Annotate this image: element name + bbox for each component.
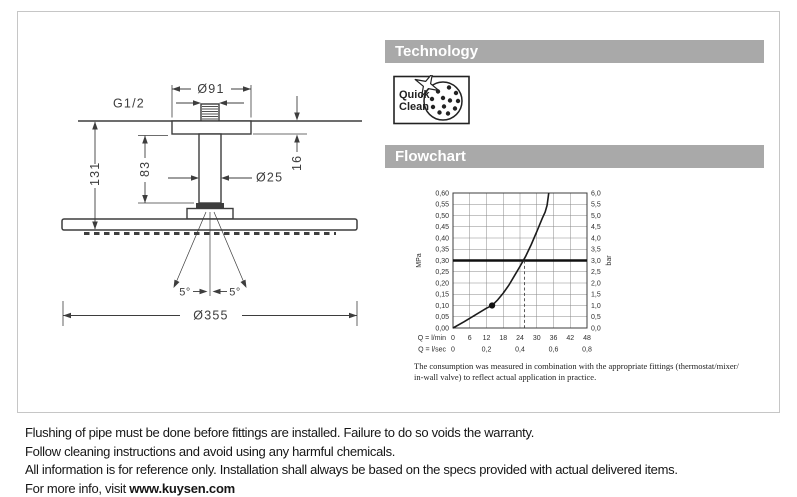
- ytick-bar: 0,5: [591, 314, 601, 322]
- ytick-bar: 5,0: [591, 212, 601, 220]
- footer-line-cleaning: Follow cleaning instructions and avoid using any harmful chemicals.: [25, 443, 396, 459]
- ytick-mpa: 0,30: [435, 257, 449, 265]
- flow-chart-caption: [414, 361, 780, 383]
- ytick-bar: 4,5: [591, 224, 601, 232]
- website-text: www.kuysen.com: [129, 481, 236, 497]
- ytick-mpa: 0,20: [435, 280, 449, 288]
- yaxis-label-bar: bar: [606, 255, 613, 266]
- ytick-bar: 1,5: [591, 291, 601, 299]
- xtick-lsec: 0,4: [515, 346, 525, 354]
- dim-arm-length-label: 83: [138, 160, 152, 177]
- ytick-bar: 6,0: [591, 190, 601, 198]
- xtick-lmin: 48: [583, 335, 591, 342]
- footer-line-warranty: Flushing of pipe must be done before fittings are installed. Failure to do so voids the warranty.: [25, 425, 535, 440]
- ytick-mpa: 0,10: [435, 302, 449, 310]
- ytick-bar: 4,0: [591, 235, 601, 243]
- ytick-bar: 0,0: [591, 325, 601, 333]
- ytick-mpa: 0,35: [435, 246, 449, 254]
- footer-line-reference: All information is for reference only. Installation shall always be based on the specs provided with actual delivered items.: [25, 462, 678, 478]
- ytick-bar: 5,5: [591, 201, 601, 209]
- dim-top-diameter-label: Ø91: [197, 82, 225, 96]
- quickclean-text-line2: Clean: [399, 101, 429, 113]
- dim-plate-diameter-label: Ø355: [193, 308, 229, 323]
- xtick-lsec: 0,8: [582, 346, 592, 354]
- xaxis-label-lsec: Q = l/sec: [418, 346, 446, 354]
- xtick-lmin: 12: [482, 335, 491, 342]
- showerhead-technical-drawing: [35, 78, 385, 340]
- xtick-lmin: 36: [549, 335, 558, 342]
- dim-total-height-label: 131: [88, 161, 102, 186]
- pipe-arm: [199, 134, 221, 203]
- footer-notes: [25, 424, 678, 497]
- ytick-bar: 1,0: [591, 302, 601, 310]
- dim-spray-angle-left-label: 5°: [179, 286, 191, 299]
- ytick-mpa: 0,55: [435, 201, 449, 209]
- xtick-lmin: 30: [532, 335, 541, 342]
- xtick-lsec: 0: [451, 346, 455, 354]
- technology-header: [385, 40, 764, 63]
- ytick-mpa: 0,60: [435, 190, 449, 198]
- ytick-mpa: 0,05: [435, 314, 449, 322]
- flow-chart-caption-line2: in-wall valve) to reflect actual application in practice.: [414, 372, 597, 382]
- footer-line-moreinfo: For more info, visit www.kuysen.com: [25, 481, 236, 497]
- ytick-bar: 3,0: [591, 257, 601, 265]
- ytick-mpa: 0,00: [435, 325, 449, 333]
- dim-spray-angle-right-label: 5°: [229, 286, 241, 299]
- flow-chart-caption-line1: The consumption was measured in combination with the appropriate fittings (thermostat/mixer/: [414, 361, 739, 371]
- xtick-lmin: 0: [451, 335, 455, 342]
- quickclean-text-line1: Quick: [399, 89, 430, 101]
- ytick-mpa: 0,45: [435, 224, 449, 232]
- shower-plate: [62, 219, 357, 230]
- flowchart-header: [385, 145, 764, 168]
- technology-title: Technology: [395, 43, 479, 60]
- xaxis-label-lmin: Q = l/min: [417, 335, 446, 342]
- xtick-lmin: 24: [516, 335, 524, 342]
- quickclean-badge: [392, 75, 470, 125]
- flow-chart-container: [408, 179, 623, 362]
- xtick-lsec: 0,6: [548, 346, 559, 354]
- dim-flange-thickness-label: 16: [290, 154, 304, 171]
- operating-point-marker: [489, 302, 495, 308]
- xtick-lmin: 6: [467, 335, 472, 342]
- connector-band: [196, 203, 224, 209]
- ceiling-flange: [172, 121, 251, 134]
- ytick-bar: 3,5: [591, 246, 601, 254]
- ytick-mpa: 0,25: [435, 269, 449, 277]
- dim-pipe-diameter-label: Ø25: [256, 170, 284, 185]
- xtick-lmin: 42: [566, 335, 575, 342]
- xtick-lmin: 18: [499, 335, 508, 342]
- ytick-bar: 2,0: [591, 280, 601, 288]
- ytick-mpa: 0,40: [435, 235, 449, 243]
- ytick-mpa: 0,15: [435, 291, 449, 299]
- flow-chart: [408, 179, 623, 357]
- yaxis-label-mpa: MPa: [416, 253, 423, 268]
- ytick-mpa: 0,50: [435, 212, 449, 220]
- xtick-lsec: 0,2: [481, 346, 492, 354]
- ytick-bar: 2,5: [591, 269, 601, 277]
- dim-thread-label: G1/2: [113, 96, 145, 111]
- flowchart-title: Flowchart: [395, 148, 466, 165]
